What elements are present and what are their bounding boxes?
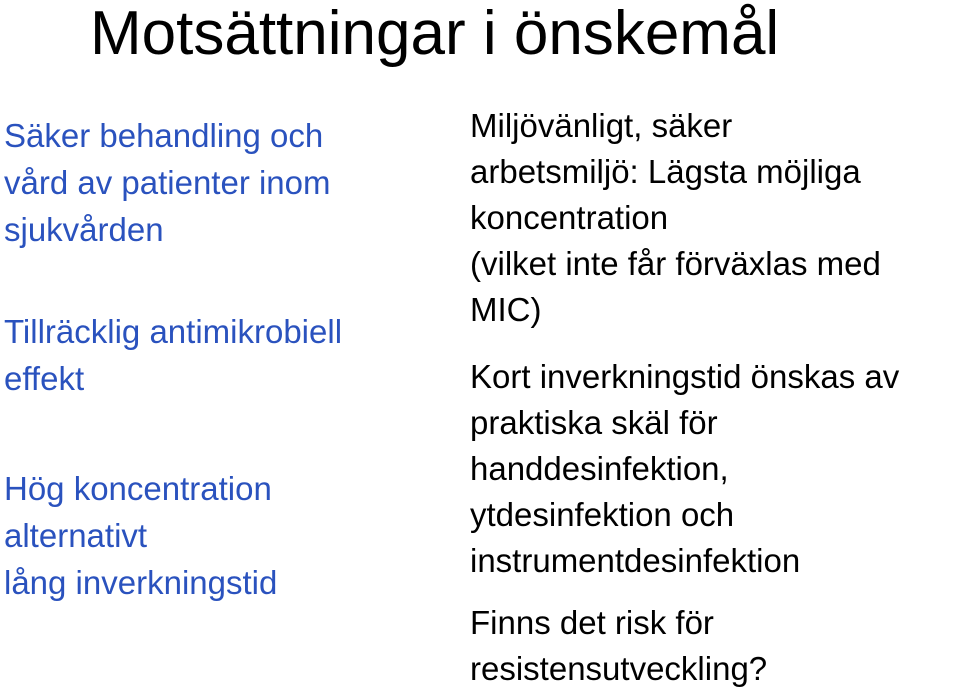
left-item-high-concentration: Hög koncentration alternativt lång inverkningstid bbox=[4, 470, 278, 601]
left-item-antimicrobial-effect: Tillräcklig antimikrobiell effekt bbox=[4, 313, 343, 397]
left-item-safe-care: Säker behandling och vård av patienter inom sjukvården bbox=[4, 117, 331, 248]
right-item-environment: Miljövänligt, säker arbetsmiljö: Lägsta möjliga koncentration (vilket inte får förväxlas med MIC) bbox=[470, 107, 881, 328]
right-item-resistance-question: Finns det risk för resistensutveckling? bbox=[470, 604, 768, 687]
slide-title: Motsättningar i önskemål bbox=[90, 0, 780, 68]
right-item-short-time: Kort inverkningstid önskas av praktiska skäl för handdesinfektion, ytdesinfektion och instrumentdesinfektion bbox=[470, 358, 900, 579]
